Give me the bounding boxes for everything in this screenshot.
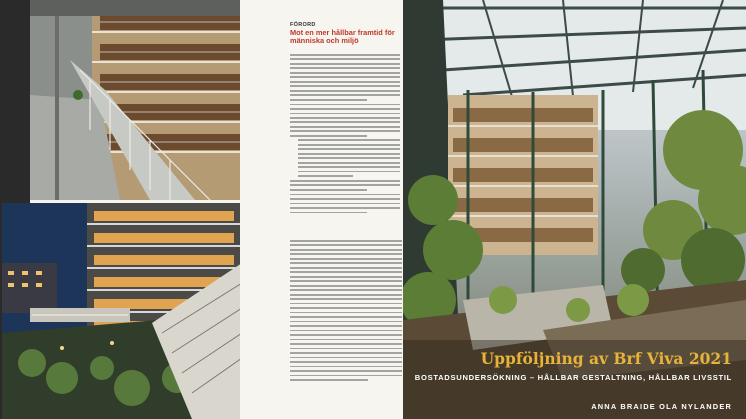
cover-authors: ANNA BRAIDE OLA NYLANDER — [591, 402, 732, 411]
foreword-body-column — [290, 54, 400, 216]
left-page — [30, 0, 246, 419]
cover-title: Uppföljning av Brf Viva 2021 — [480, 349, 732, 368]
foreword-headline: Mot en mer hållbar framtid för människa och miljö — [290, 28, 395, 46]
cover-page — [403, 0, 746, 419]
foreword-page — [240, 0, 405, 419]
balcony-walkway-photo — [30, 0, 242, 200]
balcony-walkway-illustration — [30, 0, 242, 200]
night-courtyard-illustration — [2, 203, 242, 419]
section-kicker: FÖRORD — [290, 22, 316, 28]
cover-subtitle: BOSTADSUNDERSÖKNING – HÅLLBAR GESTALTNING, HÅLLBAR LIVSSTIL — [414, 373, 732, 382]
continued-body-column — [290, 240, 402, 384]
night-courtyard-photo — [2, 203, 242, 419]
